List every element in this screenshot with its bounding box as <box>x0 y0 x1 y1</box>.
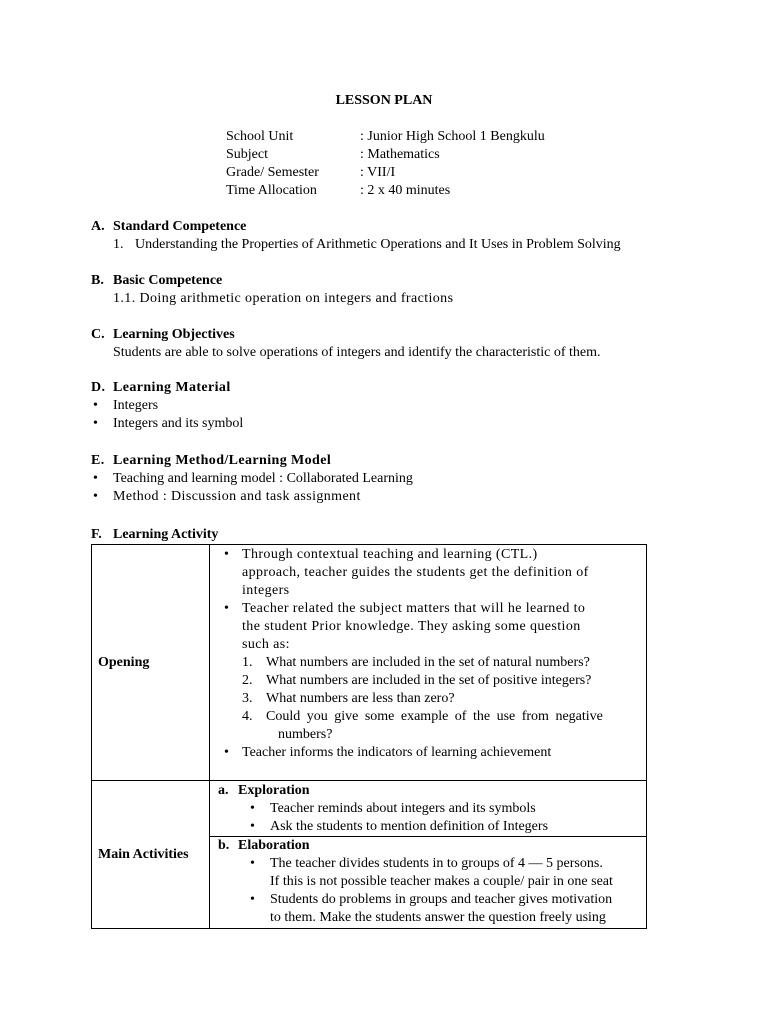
question-number: 3. <box>242 691 253 706</box>
list-item-text: Ask the students to mention definition of Integers <box>270 819 549 834</box>
list-item-line: Through contextual teaching and learning (CTL.) <box>242 547 538 562</box>
info-label: School Unit <box>226 129 294 144</box>
question-text: Could you give some example of the use from negative <box>266 709 603 724</box>
list-item-line: The teacher divides students in to groups of 4 — 5 persons. <box>270 856 603 871</box>
bullet-icon: • <box>224 745 229 760</box>
question-item <box>218 672 640 690</box>
question-number: 2. <box>242 673 253 688</box>
question-number: 4. <box>242 709 253 724</box>
info-value: : VII/I <box>360 165 396 180</box>
list-item <box>210 818 646 836</box>
section-letter: D. <box>91 380 106 395</box>
elaboration-block <box>210 837 646 927</box>
info-row-school-unit <box>226 128 545 146</box>
list-item-text: Teaching and learning model : Collaborated Learning <box>113 471 413 486</box>
section-title: Standard Competence <box>113 219 247 234</box>
opening-content <box>210 545 646 762</box>
question-item <box>218 708 640 744</box>
sub-heading-elaboration <box>210 837 646 855</box>
section-basic-competence <box>91 272 453 308</box>
list-item <box>218 546 640 600</box>
list-item-line: the student Prior knowledge. They asking some question <box>242 619 581 634</box>
info-label: Subject <box>226 147 268 162</box>
question-item <box>218 690 640 708</box>
list-item <box>91 488 413 506</box>
section-standard-competence <box>91 218 621 254</box>
item-text: Understanding the Properties of Arithmetic Operations and It Uses in Problem Solving <box>135 237 621 252</box>
info-value: : Junior High School 1 Bengkulu <box>360 129 545 144</box>
info-block <box>226 128 545 200</box>
learning-activity-table <box>91 544 647 929</box>
sub-title: Elaboration <box>238 838 310 853</box>
section-item <box>91 236 621 254</box>
section-letter: E. <box>91 453 105 468</box>
question-item <box>218 654 640 672</box>
section-title: Learning Method/Learning Model <box>113 453 332 468</box>
info-row-grade-semester <box>226 164 545 182</box>
question-number: 1. <box>242 655 253 670</box>
opening-cell <box>210 545 647 781</box>
list-item-text: Integers and its symbol <box>113 416 244 431</box>
list-item-line: approach, teacher guides the students get the definition of <box>242 565 589 580</box>
bullet-icon: • <box>250 819 255 834</box>
sub-letter: a. <box>218 783 229 798</box>
bullet-icon: • <box>250 801 255 816</box>
list-item <box>210 855 646 891</box>
item-number: 1. <box>113 237 124 252</box>
section-body: 1.1. Doing arithmetic operation on integers and fractions <box>113 291 454 306</box>
row-label-opening: Opening <box>92 545 210 781</box>
main-activities-cell <box>210 781 647 929</box>
info-value: : Mathematics <box>360 147 440 162</box>
bullet-icon: • <box>93 489 99 504</box>
list-item-line: Teacher related the subject matters that will he learned to <box>242 601 586 616</box>
section-heading <box>91 526 218 544</box>
list-item <box>91 415 243 433</box>
list-item <box>91 397 243 415</box>
section-learning-method <box>91 452 413 506</box>
list-item-line: Students do problems in groups and teacher gives motivation <box>270 892 613 907</box>
section-heading <box>91 452 413 470</box>
section-learning-material <box>91 379 243 433</box>
bullet-icon: • <box>224 601 230 616</box>
list-item <box>91 470 413 488</box>
info-row-time-allocation <box>226 182 545 200</box>
bullet-icon: • <box>93 416 98 431</box>
section-letter: C. <box>91 327 105 342</box>
list-item-line: Teacher informs the indicators of learning achievement <box>242 745 552 760</box>
list-item <box>218 600 640 654</box>
list-item-line: If this is not possible teacher makes a couple/ pair in one seat <box>270 874 613 889</box>
section-title: Basic Competence <box>113 273 223 288</box>
question-list <box>218 654 640 744</box>
info-value: : 2 x 40 minutes <box>360 183 451 198</box>
section-title: Learning Objectives <box>113 327 235 342</box>
page-title: LESSON PLAN <box>335 93 433 108</box>
list-item <box>210 891 646 927</box>
info-row-subject <box>226 146 545 164</box>
sub-letter: b. <box>218 838 230 853</box>
section-learning-objectives <box>91 326 601 362</box>
section-title: Learning Material <box>113 380 231 395</box>
exploration-block <box>210 781 646 836</box>
section-body: Students are able to solve operations of integers and identify the characteristic of them. <box>113 345 601 360</box>
sub-heading-exploration <box>210 782 646 800</box>
row-label-main-activities: Main Activities <box>92 781 210 929</box>
section-title: Learning Activity <box>113 527 219 542</box>
bullet-icon: • <box>250 856 255 871</box>
list-item-line: such as: <box>242 637 290 652</box>
question-text: What numbers are included in the set of natural numbers? <box>266 655 590 670</box>
sub-title: Exploration <box>238 783 310 798</box>
table-row-opening <box>92 545 647 781</box>
section-heading <box>91 218 621 236</box>
section-learning-activity <box>91 526 218 544</box>
list-item-line: to them. Make the students answer the question freely using <box>270 910 606 925</box>
bullet-icon: • <box>93 471 98 486</box>
table-row-main-activities <box>92 781 647 929</box>
info-label: Time Allocation <box>226 183 317 198</box>
info-label: Grade/ Semester <box>226 165 319 180</box>
question-text: numbers? <box>278 727 333 742</box>
list-item <box>210 800 646 818</box>
list-item-line: integers <box>242 583 290 598</box>
question-text: What numbers are less than zero? <box>266 691 455 706</box>
section-letter: A. <box>91 219 105 234</box>
bullet-icon: • <box>250 892 255 907</box>
list-item-text: Teacher reminds about integers and its symbols <box>270 801 536 816</box>
bullet-icon: • <box>224 547 230 562</box>
section-heading <box>91 326 601 344</box>
list-item-text: Integers <box>113 398 159 413</box>
section-heading <box>91 379 243 397</box>
section-heading <box>91 272 453 290</box>
question-text: What numbers are included in the set of positive integers? <box>266 673 592 688</box>
list-item <box>218 744 640 762</box>
bullet-icon: • <box>93 398 98 413</box>
section-letter: F. <box>91 527 102 542</box>
section-letter: B. <box>91 273 104 288</box>
list-item-text: Method : Discussion and task assignment <box>113 489 361 504</box>
